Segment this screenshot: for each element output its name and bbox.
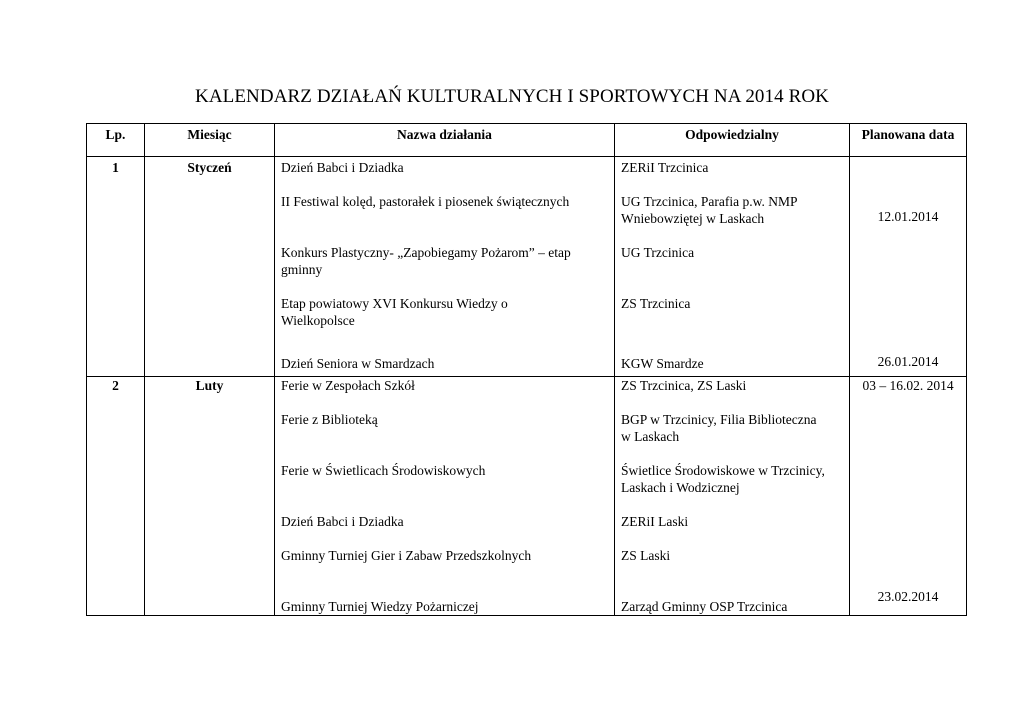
responsible-item: Świetlice Środowiskowe w Trzcinicy, [621,463,825,478]
date-item: 23.02.2014 [877,589,939,604]
activity-item: gminny [281,262,323,277]
responsible-item: KGW Smardze [621,356,704,371]
activity-item: Ferie w Zespołach Szkół [281,378,415,393]
activity-item: Etap powiatowy XVI Konkursu Wiedzy o [281,296,508,311]
page-title: KALENDARZ DZIAŁAŃ KULTURALNYCH I SPORTOWYCH NA 2014 ROK [195,86,829,107]
responsible-item: ZS Trzcinica, ZS Laski [621,378,747,393]
date-item: 12.01.2014 [877,209,939,224]
row-dates [850,157,967,377]
row-dates [850,377,967,616]
header-month: Miesiąc [145,124,275,157]
activity-item: Ferie w Świetlicach Środowiskowych [281,463,486,478]
activity-item: Gminny Turniej Gier i Zabaw Przedszkolnych [281,548,532,563]
responsible-item: BGP w Trzcinicy, Filia Biblioteczna [621,412,817,427]
row-month: Luty [145,377,275,616]
activity-item: Dzień Seniora w Smardzach [281,356,435,371]
row-responsible [615,377,850,616]
header-lp: Lp. [87,124,145,157]
header-responsible: Odpowiedzialny [615,124,850,157]
responsible-item: ZS Trzcinica [621,296,691,311]
responsible-item: w Laskach [621,429,680,444]
activity-item: II Festiwal kolęd, pastorałek i piosenek świątecznych [281,194,570,209]
activity-item: Ferie z Biblioteką [281,412,378,427]
calendar-table [86,123,967,616]
row-activities [275,377,615,616]
activity-item: Konkurs Plastyczny- „Zapobiegamy Pożarom” – etap [281,245,571,260]
responsible-item: Zarząd Gminny OSP Trzcinica [621,599,788,614]
activity-item: Dzień Babci i Dziadka [281,514,404,529]
table-row [87,157,967,377]
row-responsible [615,157,850,377]
activity-item: Gminny Turniej Wiedzy Pożarniczej [281,599,479,614]
responsible-item: ZERiI Trzcinica [621,160,709,175]
table-header-row [87,124,967,157]
row-month: Styczeń [145,157,275,377]
row-lp: 2 [87,377,145,616]
header-date: Planowana data [850,124,967,157]
row-lp: 1 [87,157,145,377]
responsible-item: Laskach i Wodzicznej [621,480,740,495]
activity-item: Wielkopolsce [281,313,355,328]
responsible-item: ZS Laski [621,548,671,563]
responsible-item: UG Trzcinica [621,245,695,260]
date-item: 03 – 16.02. 2014 [862,378,954,393]
header-activity: Nazwa działania [275,124,615,157]
table-row [87,377,967,616]
responsible-item: Wniebowziętej w Laskach [621,211,765,226]
date-item: 26.01.2014 [877,354,939,369]
responsible-item: ZERiI Laski [621,514,689,529]
responsible-item: UG Trzcinica, Parafia p.w. NMP [621,194,798,209]
activity-item: Dzień Babci i Dziadka [281,160,404,175]
row-activities [275,157,615,377]
